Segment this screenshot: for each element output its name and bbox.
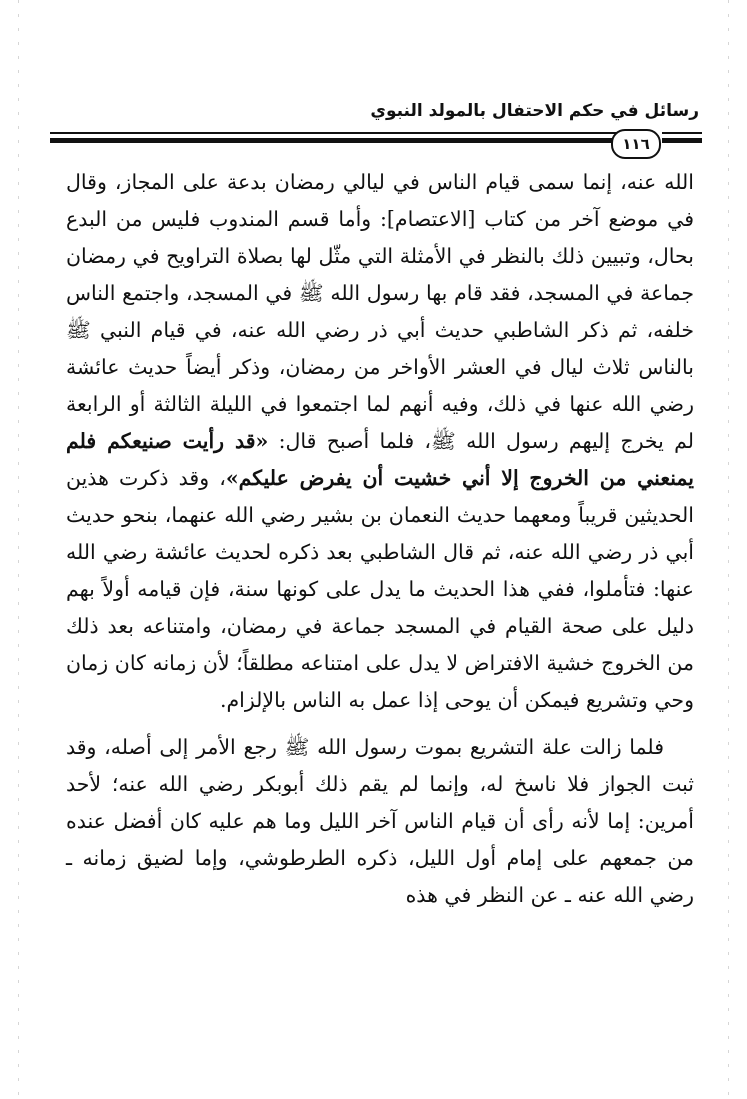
header-rule-thin xyxy=(50,132,619,134)
page-number: ١١٦ xyxy=(611,129,661,159)
paragraph-1-after: ، وقد ذكرت هذين الحديثين قريباً ومعهما حديث النعمان بن بشير رضي الله عنهما، بنحو حديث أبي ذر رضي الله عنه، ثم قال الشاطبي بعد ذكره لحديث عائشة رضي الله عنها: فتأملوا، ففي هذا الحديث ما يدل على كونها سنة، فإن قيامه أولاً بهم دليل على صحة القيام في المسجد جماعة في رمضان، وامتناعه بعد ذلك من الخروج خشية الافتراض لا يدل على امتناعه مطلقاً؛ لأن زمانه كان زمان وحي وتشريع فيمكن أن يوحى إذا عمل به الناس بالإلزام. xyxy=(66,466,694,712)
running-header-title: رسائل في حكم الاحتفال بالمولد النبوي xyxy=(370,101,699,121)
header-rule-right-thick xyxy=(662,138,702,143)
paragraph-1 xyxy=(66,164,694,719)
paragraph-1-before: الله عنه، إنما سمى قيام الناس في ليالي رمضان بدعة على المجاز، وقال في موضع آخر من كتاب [الاعتصام]: وأما قسم المندوب فليس من البدع بحال، وتبيين ذلك بالنظر في الأمثلة التي مثّل لها بصلاة التراويح في رمضان جماعة في المسجد، فقد قام بها رسول الله ﷺ في المسجد، واجتمع الناس خلفه، ثم ذكر الشاطبي حديث أبي ذر رضي الله عنه، في قيام النبي ﷺ بالناس ثلاث ليال في العشر الأواخر من رمضان، وذكر أيضاً حديث عائشة رضي الله عنها في ذلك، وفيه أنهم لما اجتمعوا في الليلة الثالثة أو الرابعة لم يخرج إليهم رسول الله ﷺ، فلما أصبح قال: xyxy=(66,170,695,453)
scan-margin-left xyxy=(18,0,19,1099)
hadith-quote: «قد رأيت صنيعكم فلم يمنعني من الخروج إلا أني خشيت أن يفرض عليكم» xyxy=(66,429,694,490)
header-rule-right-thin xyxy=(662,132,702,134)
paragraph-2: فلما زالت علة التشريع بموت رسول الله ﷺ رجع الأمر إلى أصله، وقد ثبت الجواز فلا ناسخ له، وإنما لم يقم ذلك أبوبكر رضي الله عنه؛ لأحد أمرين: إما لأنه رأى أن قيام الناس آخر الليل وما هم عليه كان أفضل عنده من جمعهم على إمام أول الليل، ذكره الطرطوشي، وإما لضيق زمانه ـ رضي الله عنه ـ عن النظر في هذه xyxy=(66,735,694,907)
body-text xyxy=(66,164,694,914)
header-rule-thick xyxy=(50,138,619,143)
scan-margin-right xyxy=(728,0,729,1099)
